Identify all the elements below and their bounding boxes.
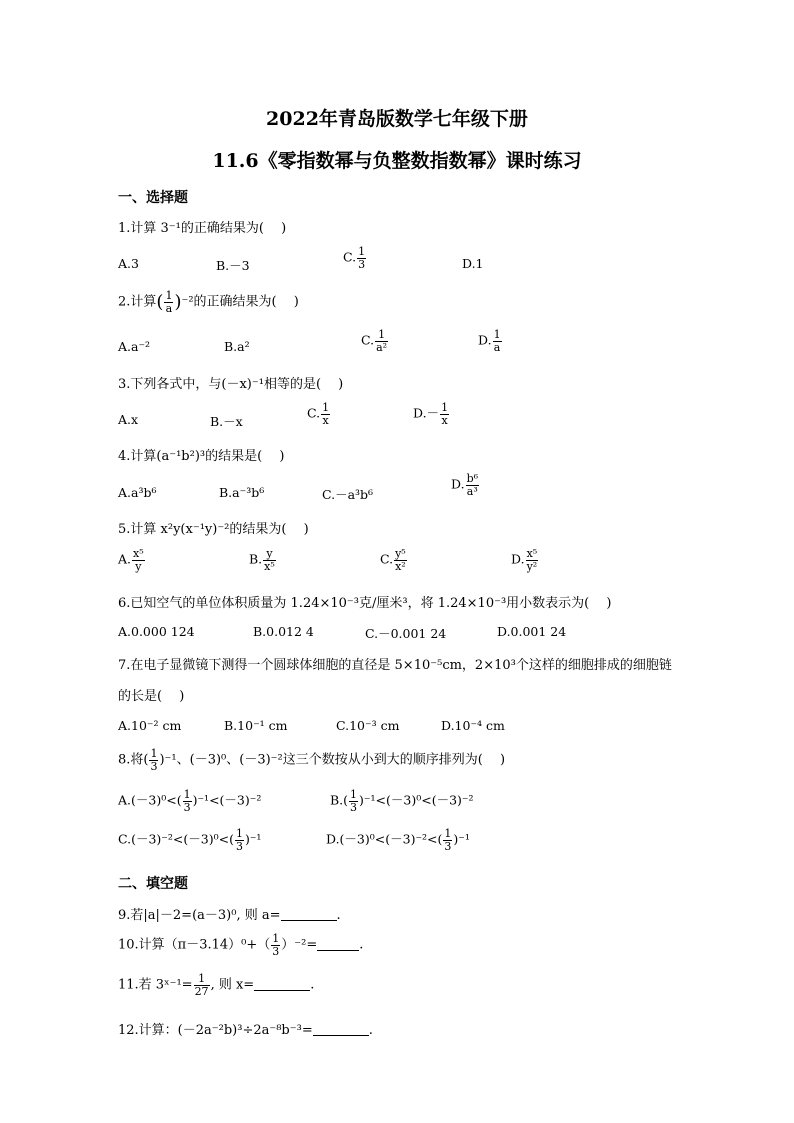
q8-d-part1: D.(－3)⁰<(－3)⁻²<( [326, 831, 443, 847]
numerator: x⁵ [133, 547, 144, 560]
q9-stem: 9.若|a|－2=(a－3)⁰, 则 a= [118, 908, 281, 923]
denominator: a³ [466, 484, 478, 498]
q1-option-c [343, 246, 367, 270]
q4-option-d [451, 473, 480, 497]
page-subtitle: 11.6《零指数幂与负整数指数幂》课时练习 [212, 150, 582, 172]
numerator: 1 [441, 401, 449, 414]
question-4: 4.计算(a⁻¹b²)³的结果是( ) [118, 449, 285, 464]
q6-option-c: C.－0.001 24 [365, 626, 447, 641]
q7-option-d: D.10⁻⁴ cm [441, 718, 505, 733]
q7-option-c: C.10⁻³ cm [336, 718, 400, 733]
fraction [466, 473, 479, 497]
q8-a-part2: )⁻¹<(－3)⁻² [192, 792, 262, 808]
q6-option-d: D.0.001 24 [497, 624, 567, 639]
fraction [493, 329, 502, 353]
q7-option-a: A.10⁻² cm [118, 718, 182, 733]
q10-post: ）⁻²= [281, 937, 318, 953]
fraction [149, 748, 158, 772]
q1-c-label: C. [343, 249, 357, 265]
denominator: a [493, 340, 501, 354]
q8-c-part1: C.(－3)⁻²<(－3)⁰<( [118, 831, 234, 847]
q5-b-label: B. [249, 551, 263, 567]
q4-option-b: B.a⁻³b⁶ [219, 485, 265, 500]
numerator: y⁵ [395, 547, 406, 560]
question-6: 6.已知空气的单位体积质量为 1.24×10⁻³克/厘米³，将 1.24×10⁻³用小数表示为( ) [118, 596, 612, 611]
question-7-line2: 的长是( ) [118, 689, 185, 704]
q3-d-label: D.－ [413, 405, 440, 421]
q2-post: ⁻²的正确结果为( ) [181, 294, 299, 310]
q11-end: . [310, 977, 315, 993]
q2-c-label: C. [361, 332, 375, 348]
section-fill-heading: 二、填空题 [118, 876, 188, 892]
q5-c-label: C. [380, 551, 394, 567]
numerator: 1 [350, 788, 358, 801]
numerator: 1 [358, 245, 366, 258]
numerator: 1 [444, 827, 452, 840]
answer-blank[interactable] [317, 938, 359, 951]
question-12 [118, 1019, 373, 1038]
question-2: 2.计算( $\frac{1}{a}$ )⁻²的正确结果为( ) [118, 289, 299, 315]
numerator: 1 [235, 827, 243, 840]
denominator: 3 [350, 800, 358, 814]
q8-d-part2: )⁻¹ [453, 831, 470, 847]
answer-blank[interactable] [313, 1023, 369, 1036]
numerator: 1 [194, 973, 210, 986]
q4-option-c: C.－a³b⁶ [322, 487, 374, 502]
q5-option-a [118, 548, 146, 572]
denominator: y² [526, 559, 538, 573]
fraction [132, 548, 145, 572]
q3-option-a: A.x [118, 412, 139, 427]
question-7-line1: 7.在电子显微镜下测得一个圆球体细胞的直径是 5×10⁻⁵cm，2×10³个这样的细胞排成的细胞链 [118, 658, 672, 673]
q8-option-d [326, 828, 470, 852]
q1-option-d: D.1 [462, 256, 484, 271]
q8-option-c [118, 828, 261, 852]
numerator: y [263, 548, 276, 561]
denominator: x [322, 413, 329, 427]
answer-blank[interactable] [281, 908, 337, 921]
q8-c-part2: )⁻¹ [244, 831, 262, 847]
q11-pre: 11.若 3ˣ⁻¹= [118, 977, 193, 993]
question-3: 3.下列各式中，与(－x)⁻¹相等的是( ) [118, 377, 344, 392]
q2-option-d [478, 329, 503, 353]
fraction [194, 973, 210, 997]
fraction [183, 789, 192, 813]
fraction [263, 548, 276, 572]
numerator: x⁵ [526, 547, 538, 560]
q8-option-b [330, 789, 474, 813]
q10-end: . [359, 937, 364, 953]
q5-d-label: D. [511, 551, 525, 567]
q8-pre: 8.将( [118, 752, 149, 768]
denominator: a [165, 301, 173, 315]
q2-d-label: D. [478, 332, 492, 348]
q6-option-b: B.0.012 4 [253, 624, 314, 639]
denominator: 27 [194, 984, 209, 998]
fraction [526, 548, 539, 572]
q11-post: , 则 x= [210, 977, 255, 993]
denominator: 3 [444, 839, 452, 853]
question-9 [118, 904, 341, 923]
q8-option-a [118, 789, 261, 813]
section-choice-heading: 一、选择题 [118, 190, 188, 206]
q2-pre: 2.计算 [118, 294, 157, 310]
fraction [235, 828, 244, 852]
denominator: 3 [150, 759, 158, 773]
denominator: x [441, 413, 448, 427]
q4-d-label: D. [451, 476, 465, 492]
q1-option-b: B.－3 [216, 258, 250, 273]
fraction [271, 933, 280, 957]
page-title: 2022年青岛版数学七年级下册 [266, 108, 528, 130]
q8-b-part2: )⁻¹<(－3)⁰<(－3)⁻² [359, 792, 474, 808]
denominator: y [135, 559, 142, 573]
numerator: 1 [183, 788, 191, 801]
q8-a-part1: A.(－3)⁰<( [118, 792, 182, 808]
q5-a-label: A. [118, 551, 132, 567]
numerator: 1 [375, 329, 388, 342]
q7-option-b: B.10⁻¹ cm [224, 718, 288, 733]
q5-option-c [380, 548, 408, 572]
denominator: x² [395, 559, 406, 573]
question-5: 5.计算 x²y(x⁻¹y)⁻²的结果为( ) [118, 522, 309, 537]
q5-option-d [511, 548, 539, 572]
numerator: 1 [272, 932, 280, 945]
question-1: 1.计算 3⁻¹的正确结果为( ) [118, 221, 287, 236]
denominator: 3 [272, 944, 280, 958]
fraction [357, 246, 366, 270]
q3-option-d [413, 402, 450, 426]
fraction [443, 828, 452, 852]
numerator: 1 [165, 289, 173, 302]
q2-option-a: A.a⁻² [118, 339, 151, 354]
answer-blank[interactable] [254, 978, 310, 991]
fraction [375, 329, 388, 353]
q8-b-part1: B.( [330, 792, 349, 808]
fraction [440, 402, 449, 426]
q9-end: . [336, 908, 341, 923]
q1-option-a: A.3 [118, 256, 139, 271]
numerator: 1 [150, 747, 158, 760]
fraction [349, 789, 358, 813]
denominator: a² [376, 340, 388, 354]
q6-option-a: A.0.000 124 [118, 624, 195, 639]
q3-option-b: B.－x [210, 414, 243, 429]
denominator: 3 [235, 839, 243, 853]
fraction [164, 290, 173, 314]
q10-pre: 10.计算（π－3.14）⁰+（ [118, 937, 271, 953]
question-11 [118, 973, 314, 997]
q2-option-b: B.a² [224, 339, 250, 354]
numerator: 1 [493, 328, 501, 341]
denominator: 3 [183, 800, 191, 814]
q12-end: . [368, 1023, 373, 1038]
fraction [321, 402, 330, 426]
denominator: x⁵ [264, 559, 275, 573]
denominator: 3 [358, 257, 366, 271]
q4-option-a: A.a³b⁶ [118, 485, 157, 500]
numerator: 1 [322, 401, 330, 414]
q12-stem: 12.计算：(－2a⁻²b)³÷2a⁻⁸b⁻³= [118, 1023, 313, 1038]
q3-c-label: C. [307, 405, 321, 421]
q2-option-c [361, 329, 389, 353]
question-8 [118, 748, 505, 772]
q8-post: )⁻¹、(－3)⁰、(－3)⁻²这三个数按从小到大的顺序排列为( ) [159, 752, 506, 768]
q3-option-c [307, 402, 331, 426]
fraction [394, 548, 407, 572]
numerator: b⁶ [466, 472, 479, 485]
question-10 [118, 933, 363, 957]
q5-option-b [249, 548, 277, 572]
